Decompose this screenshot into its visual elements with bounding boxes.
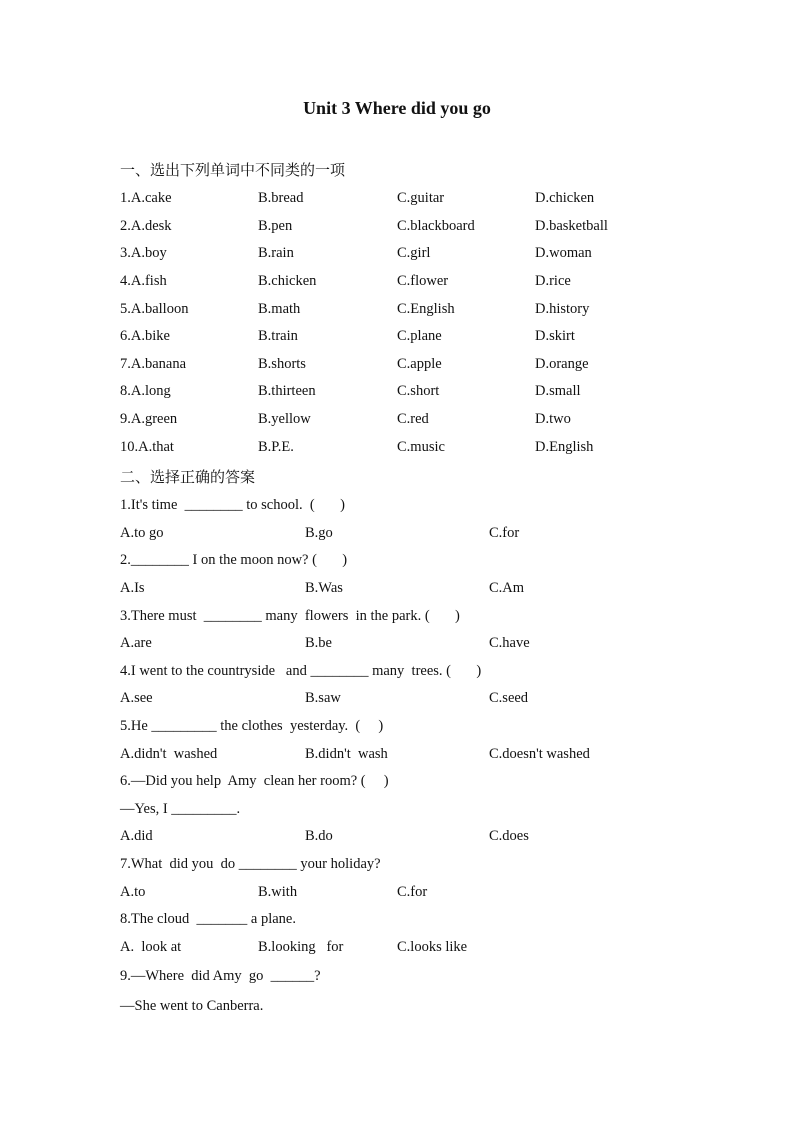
option-c: C.music <box>397 439 445 455</box>
option-b: B.thirteen <box>258 383 316 399</box>
option-a: 4.A.fish <box>120 273 167 289</box>
option-a: A. look at <box>120 939 182 955</box>
question-2: 2.________ I on the moon now? ( ) <box>120 552 348 568</box>
page-title: Unit 3 Where did you go <box>303 98 491 118</box>
option-b: B.pen <box>258 218 293 234</box>
option-b: B.looking for <box>258 939 344 955</box>
question-1: 1.It's time ________ to school. ( ) <box>120 497 345 513</box>
option-d: D.woman <box>535 245 592 261</box>
option-c: C.Am <box>489 580 525 596</box>
option-b: B.saw <box>305 690 341 706</box>
option-a: 3.A.boy <box>120 245 167 261</box>
question-8: 8.The cloud _______ a plane. <box>120 911 296 927</box>
option-c: C.for <box>489 525 520 541</box>
question-9-answer: —She went to Canberra. <box>120 998 264 1014</box>
option-d: D.basketball <box>535 218 608 234</box>
option-b: B.chicken <box>258 273 317 289</box>
option-b: B.P.E. <box>258 439 294 455</box>
option-c: C.red <box>397 411 429 427</box>
option-c: C.English <box>397 301 455 317</box>
option-d: D.chicken <box>535 190 595 206</box>
option-d: D.skirt <box>535 328 575 344</box>
option-a: 7.A.banana <box>120 356 187 372</box>
section-2-heading: 二、选择正确的答案 <box>120 468 256 486</box>
option-b: B.rain <box>258 245 294 261</box>
option-d: D.two <box>535 411 571 427</box>
option-c: C.guitar <box>397 190 445 206</box>
option-b: B.shorts <box>258 356 306 372</box>
question-6: 6.—Did you help Amy clean her room? ( ) <box>120 773 389 789</box>
option-d: D.rice <box>535 273 571 289</box>
option-c: C.for <box>397 884 428 900</box>
question-6-answer: —Yes, I _________. <box>120 801 241 817</box>
question-7: 7.What did you do ________ your holiday? <box>120 856 381 872</box>
option-c: C.does <box>489 828 529 844</box>
section-1-heading: 一、选出下列单词中不同类的一项 <box>120 161 346 179</box>
option-a: 6.A.bike <box>120 328 170 344</box>
question-5: 5.He _________ the clothes yesterday. ( ) <box>120 718 384 734</box>
question-3: 3.There must ________ many flowers in the park. ( ) <box>120 608 460 624</box>
option-d: D.English <box>535 439 594 455</box>
question-9: 9.—Where did Amy go ______? <box>120 968 321 984</box>
option-c: C.flower <box>397 273 449 289</box>
option-c: C.seed <box>489 690 529 706</box>
option-c: C.have <box>489 635 530 651</box>
option-d: D.history <box>535 301 590 317</box>
option-a: A.see <box>120 690 153 706</box>
option-b: B.Was <box>305 580 343 596</box>
option-d: D.orange <box>535 356 589 372</box>
option-a: A.are <box>120 635 152 651</box>
option-c: C.apple <box>397 356 442 372</box>
option-a: A.to <box>120 884 146 900</box>
option-a: 8.A.long <box>120 383 171 399</box>
option-c: C.doesn't washed <box>489 746 590 762</box>
option-c: C.looks like <box>397 939 468 955</box>
option-b: B.be <box>305 635 332 651</box>
option-b: B.with <box>258 884 298 900</box>
option-a: A.didn't washed <box>120 746 218 762</box>
option-a: 9.A.green <box>120 411 178 427</box>
option-d: D.small <box>535 383 581 399</box>
option-c: C.plane <box>397 328 442 344</box>
option-a: A.did <box>120 828 153 844</box>
option-b: B.math <box>258 301 301 317</box>
question-4: 4.I went to the countryside and ________ many trees. ( ) <box>120 663 482 679</box>
option-a: 1.A.cake <box>120 190 172 206</box>
option-c: C.girl <box>397 245 431 261</box>
option-a: 2.A.desk <box>120 218 172 234</box>
option-b: B.do <box>305 828 333 844</box>
option-b: B.go <box>305 525 333 541</box>
option-b: B.didn't wash <box>305 746 388 762</box>
option-b: B.yellow <box>258 411 311 427</box>
option-c: C.blackboard <box>397 218 475 234</box>
option-a: A.Is <box>120 580 145 596</box>
option-a: A.to go <box>120 525 164 541</box>
option-b: B.train <box>258 328 298 344</box>
option-a: 5.A.balloon <box>120 301 189 317</box>
option-b: B.bread <box>258 190 304 206</box>
option-c: C.short <box>397 383 440 399</box>
option-a: 10.A.that <box>120 439 174 455</box>
